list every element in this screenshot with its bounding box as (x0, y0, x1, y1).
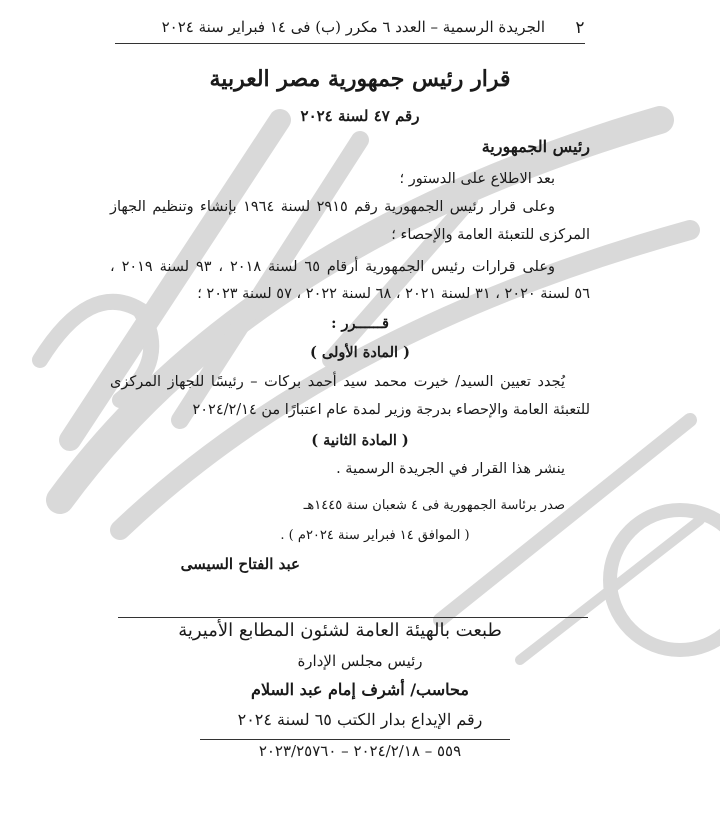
gazette-header: الجريدة الرسمية – العدد ٦ مكرر (ب) فى ١٤ فبراير سنة ٢٠٢٤ (161, 18, 545, 36)
printer-name: طبعت بالهيئة العامة لشئون المطابع الأميرية (178, 620, 502, 641)
page-number: ٢ (575, 18, 585, 38)
board-chair-label: رئيس مجلس الإدارة (297, 652, 423, 670)
article-1-title: ( المادة الأولى ) (310, 344, 410, 361)
preamble-line: بعد الاطلاع على الدستور ؛ (399, 171, 555, 187)
preamble-line: وعلى قرارات رئيس الجمهورية أرقام ٦٥ لسنة ٢٠١٨ ، ٩٣ لسنة ٢٠١٩ ، (110, 259, 555, 275)
decree-number: رقم ٤٧ لسنة ٢٠٢٤ (300, 107, 420, 125)
imprint-divider (118, 617, 588, 618)
article-2-text: ينشر هذا القرار في الجريدة الرسمية . (336, 461, 565, 477)
preamble-line: ٥٦ لسنة ٢٠٢٠ ، ٣١ لسنة ٢٠٢١ ، ٦٨ لسنة ٢٠٢٢ ، ٥٧ لسنة ٢٠٢٣ ؛ (197, 286, 590, 302)
header-rule (115, 43, 585, 44)
gregorian-date: ( الموافق ١٤ فبراير سنة ٢٠٢٤م ) . (280, 528, 470, 543)
chair-name: محاسب/ أشرف إمام عبد السلام (251, 680, 469, 699)
article-1-line: يُجدد تعيين السيد/ خيرت محمد سيد أحمد بركات – رئيسًا للجهاز المركزى (110, 374, 565, 390)
article-2-title: ( المادة الثانية ) (311, 432, 409, 449)
imprint-divider-lower (200, 739, 510, 740)
print-code: ٥٥٩ – ٢٠٢٤/٢/١٨ – ٢٠٢٣/٢٥٧٦٠ (258, 742, 462, 760)
president-label: رئيس الجمهورية (481, 137, 590, 156)
president-signature: عبد الفتاح السيسى (180, 555, 300, 573)
decides-label: قــــــرر : (331, 315, 389, 332)
preamble-line: المركزى للتعبئة العامة والإحصاء ؛ (391, 227, 590, 243)
deposit-number: رقم الإيداع بدار الكتب ٦٥ لسنة ٢٠٢٤ (237, 710, 483, 729)
preamble-line: وعلى قرار رئيس الجمهورية رقم ٢٩١٥ لسنة ١٩٦٤ بإنشاء وتنظيم الجهاز (110, 199, 555, 215)
decree-title: قرار رئيس جمهورية مصر العربية (209, 66, 511, 92)
article-1-line: للتعبئة العامة والإحصاء بدرجة وزير لمدة عام اعتبارًا من ٢٠٢٤/٢/١٤ (192, 402, 590, 418)
issue-date: صدر برئاسة الجمهورية فى ٤ شعبان سنة ١٤٤٥هـ (303, 498, 565, 513)
